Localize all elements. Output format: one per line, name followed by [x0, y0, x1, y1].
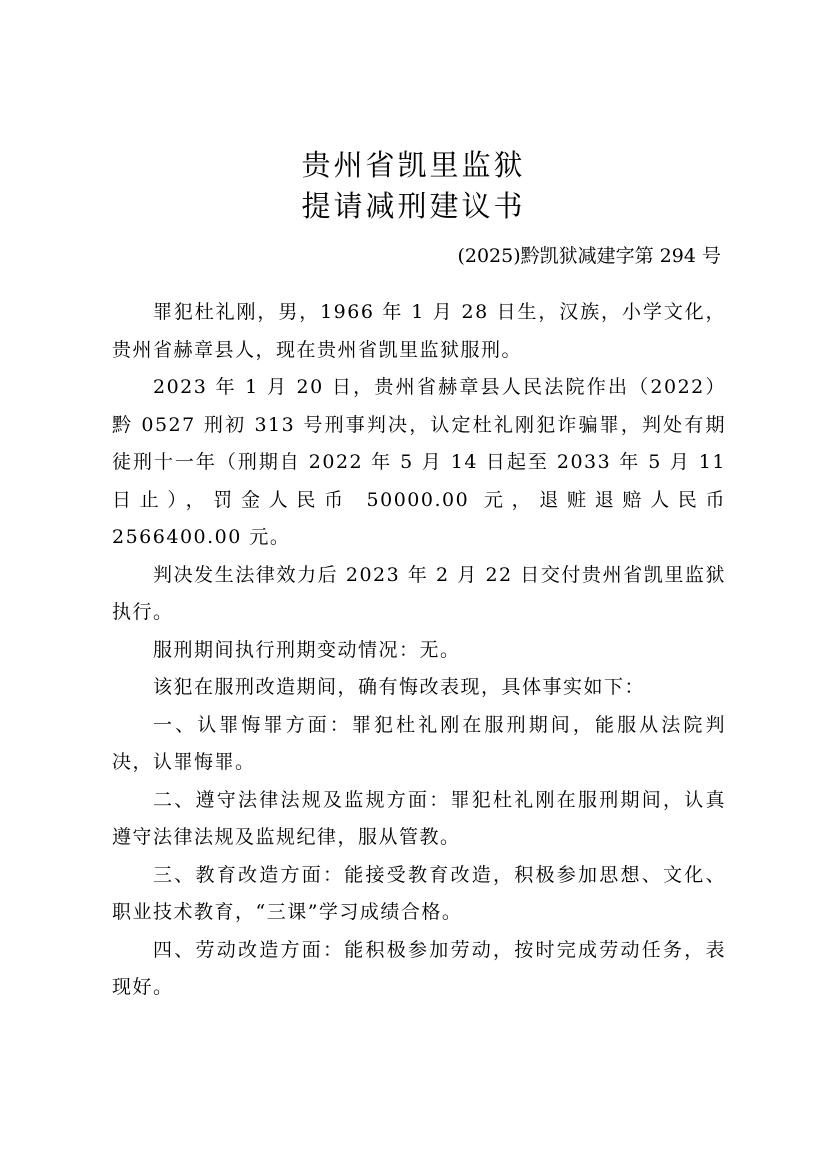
paragraph-repentance-intro: 该犯在服刑改造期间，确有悔改表现，具体事实如下： — [153, 676, 646, 698]
paragraph-obey-rules: 二、遵守法律法规及监规方面：罪犯杜礼刚在服刑期间，认真遵守法律法规及监规纪律，服从管教。 — [112, 788, 726, 848]
document-title-line-2: 提请减刑建议书 — [301, 189, 526, 223]
paragraph-sentence-changes: 服刑期间执行刑期变动情况：无。 — [153, 638, 461, 661]
document-number: (2025)黔凯狱减建字第 294 号 — [457, 245, 721, 267]
paragraph-education: 三、教育改造方面：能接受教育改造，积极参加思想、文化、职业技术教育，“三课”学习成绩合格。 — [112, 863, 726, 923]
paragraph-labor: 四、劳动改造方面：能积极参加劳动，按时完成劳动任务，表现好。 — [112, 938, 726, 998]
paragraph-admit-guilt: 一、认罪悔罪方面：罪犯杜礼刚在服刑期间，能服从法院判决，认罪悔罪。 — [112, 713, 726, 773]
paragraph-judgment: 2023 年 1 月 20 日，贵州省赫章县人民法院作出（2022）黔 0527 刑初 313 号刑事判决，认定杜礼刚犯诈骗罪，判处有期徒刑十一年（刑期自 2022 年 5 月 14 日起至 2033 年 5 月 11 日止），罚金人民币 50000.00 元，退赃退赔人民币 2566400.00 元。 — [112, 376, 726, 548]
document-body — [112, 294, 726, 1007]
paragraph-criminal-info: 罪犯杜礼刚，男，1966 年 1 月 28 日生，汉族，小学文化，贵州省赫章县人，现在贵州省凯里监狱服刑。 — [112, 301, 726, 361]
paragraph-execution: 判决发生法律效力后 2023 年 2 月 22 日交付贵州省凯里监狱执行。 — [112, 563, 726, 623]
document-title-line-1: 贵州省凯里监狱 — [301, 148, 526, 182]
